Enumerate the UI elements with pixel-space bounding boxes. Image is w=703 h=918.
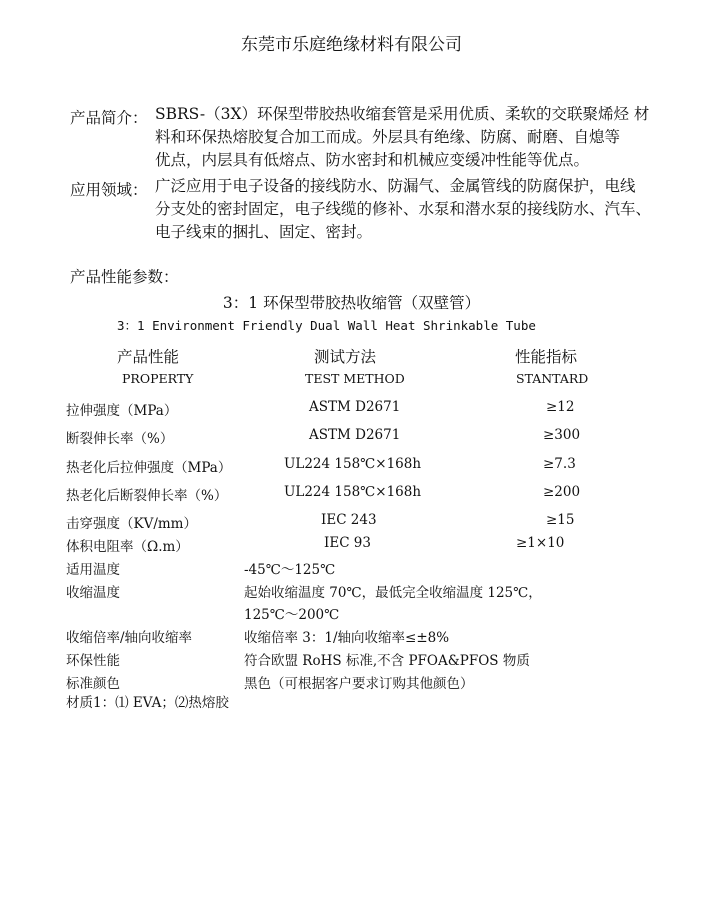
- application-label: 应用领域：: [70, 181, 148, 199]
- header-standard-cn: 性能指标: [515, 348, 578, 366]
- header-property-en: PROPERTY: [122, 371, 194, 386]
- extra-property: 收缩温度: [66, 585, 120, 601]
- row-method: UL224 158℃×168h: [284, 484, 422, 500]
- extra-property: 标准颜色: [66, 676, 120, 692]
- extra-property: 环保性能: [66, 653, 120, 669]
- application-line: 电子线束的捆扎、固定、密封。: [155, 223, 373, 241]
- row-method: IEC 243: [321, 512, 377, 528]
- row-method: ASTM D2671: [309, 427, 401, 443]
- extra-value: 黑色（可根据客户要求订购其他颜色）: [244, 676, 474, 692]
- header-standard-en: STANTARD: [516, 371, 589, 386]
- intro-line: 优点，内层具有低熔点、防水密封和机械应变缓冲性能等优点。: [155, 151, 590, 169]
- intro-line: SBRS-（3X）环保型带胶热收缩套管是采用优质、柔软的交联聚烯烃 材: [155, 105, 650, 123]
- row-value: ≥200: [543, 484, 581, 500]
- material-note: 材质1：⑴ EVA；⑵热熔胶: [66, 695, 229, 711]
- intro-label: 产品简介：: [70, 109, 148, 127]
- row-property: 体积电阻率（Ω.m）: [66, 539, 189, 555]
- row-value: ≥12: [546, 399, 575, 415]
- row-property: 热老化后拉伸强度（MPa）: [66, 460, 232, 476]
- row-property: 热老化后断裂伸长率（%）: [66, 488, 228, 504]
- intro-line: 料和环保热熔胶复合加工而成。外层具有绝缘、防腐、耐磨、自熄等: [155, 128, 621, 146]
- row-method: IEC 93: [324, 535, 371, 551]
- header-method-en: TEST METHOD: [305, 371, 405, 386]
- extra-value: 符合欧盟 RoHS 标准,不含 PFOA&PFOS 物质: [244, 653, 530, 669]
- header-property-cn: 产品性能: [117, 348, 180, 366]
- application-line: 广泛应用于电子设备的接线防水、防漏气、金属管线的防腐保护，电线: [155, 177, 636, 195]
- extra-value: 起始收缩温度 70℃，最低完全收缩温度 125℃，: [244, 585, 542, 601]
- table-subtitle: 3：1 Environment Friendly Dual Wall Heat Shrinkable Tube: [117, 318, 536, 333]
- extra-value: -45℃～125℃: [244, 562, 336, 578]
- row-value: ≥300: [543, 427, 581, 443]
- row-method: ASTM D2671: [309, 399, 401, 415]
- row-property: 击穿强度（KV/mm）: [66, 516, 197, 532]
- row-method: UL224 158℃×168h: [284, 456, 422, 472]
- extra-value: 收缩倍率 3：1/轴向收缩率≤±8%: [244, 630, 450, 646]
- extra-property: 适用温度: [66, 562, 120, 578]
- application-line: 分支处的密封固定，电子线缆的修补、水泵和潜水泵的接线防水、汽车、: [155, 200, 652, 218]
- intro-text: [155, 103, 649, 172]
- company-name: 东莞市乐庭绝缘材料有限公司: [241, 35, 462, 55]
- extra-value-continued: 125℃～200℃: [244, 607, 340, 623]
- row-value: ≥15: [546, 512, 575, 528]
- extra-property: 收缩倍率/轴向收缩率: [66, 630, 193, 646]
- header-method-cn: 测试方法: [314, 348, 377, 366]
- row-property: 断裂伸长率（%）: [66, 431, 174, 447]
- row-value: ≥7.3: [543, 456, 576, 472]
- row-property: 拉伸强度（MPa）: [66, 403, 178, 419]
- application-text: [155, 175, 651, 244]
- table-title: 3：1 环保型带胶热收缩管（双壁管）: [222, 294, 481, 312]
- row-value: ≥1×10: [516, 535, 565, 551]
- performance-title: 产品性能参数：: [70, 268, 179, 286]
